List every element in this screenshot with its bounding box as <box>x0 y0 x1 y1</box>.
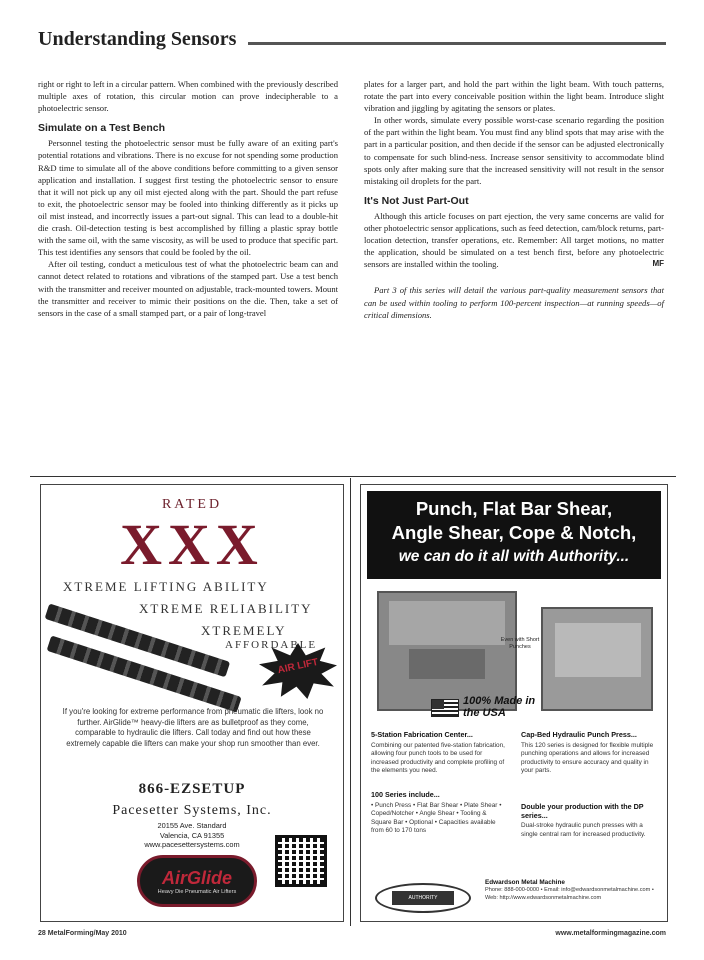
burst-label: AIR LIFT <box>276 656 320 677</box>
header-rule <box>248 42 666 45</box>
ad-divider-vertical <box>350 478 351 926</box>
contact-block[interactable] <box>485 879 661 902</box>
banner-line: we can do it all with Authority... <box>398 548 630 565</box>
feature-block <box>371 791 507 836</box>
logo-name: AirGlide <box>161 867 232 888</box>
punch-machine-image <box>377 591 517 711</box>
feature-title: 5-Station Fabrication Center... <box>371 730 473 739</box>
subhead-not-just-part-out: It's Not Just Part-Out <box>364 194 469 207</box>
authority-logo <box>375 883 471 913</box>
press-machine-image <box>541 607 653 711</box>
subhead-simulate: Simulate on a Test Bench <box>38 122 165 135</box>
qr-code-icon[interactable] <box>275 835 327 887</box>
feature-block <box>521 803 661 839</box>
us-flag-icon <box>431 699 459 717</box>
machine-part <box>409 649 485 679</box>
feature-body: Dual-stroke hydraulic punch presses with a single central ram for increased productivity. <box>521 822 646 838</box>
made-in-usa: 100% Made in the USA <box>463 695 536 719</box>
machine-note: Even with Short Punches <box>500 637 540 650</box>
contact-body: Phone: 888-000-0000 • Email: info@edwardsonmetalmachine.com • Web: http://www.edwardsonmetalmachine.com <box>485 887 654 901</box>
logo-sub: Heavy Die Pneumatic Air Lifters <box>157 888 237 895</box>
ad-divider-horizontal <box>30 476 676 477</box>
machine-part <box>555 623 641 677</box>
paragraph: In other words, simulate every possible worst-case scenario regarding the position of the part within the light beam. You must find any blind spots that may arise with the part in a particular position, and then decide if the sensor can be adjusted electronically to compensate for such blind-ness. Increase sensor sensitivity to accommodate blind spots only after making sure that the increased sensitivity will not result in the sensor mistaking oil droplets for the part. <box>364 115 664 186</box>
paragraph: Personnel testing the photoelectric sensor must be fully aware of an exiting part's potential rotations and vibrations. There is no excuse for not spending some production R&D time to simulate all of the above conditions before committing to a given sensor application and installation. I suggest first testing the photoelectric sensor to ensure that it will not pick up any oil mist ejected along with the part. Should the part refuse to exit, the photoelectric sensor may be fooled into thinking differently as it picks up oil mist instead, and incorrectly issues a part-out signal. This can lead to a double-hit die crash. Oil-detection testing is best accomplished by filling a plastic spray bottle with the same oil, with the same viscosity, as will be used to produce that specific part. This test identifies any sensors that could be fooled by the oil. <box>38 138 338 258</box>
ad-rated: RATED <box>161 497 223 512</box>
folio-right[interactable]: www.metalformingmagazine.com <box>555 930 666 937</box>
feature-title: Double your production with the DP series... <box>521 802 644 820</box>
feature-body: Combining our patented five-station fabrication, allowing four punch tools to be used for increased productivity and complete profiling of the elements you need. <box>371 741 505 775</box>
ad-phone[interactable]: 866-EZSETUP <box>138 781 246 797</box>
paragraph-text: Although this article focuses on part ejection, the very same concerns are valid for other photoelectric sensor applications, such as feed detection, cam/block returns, part-location detection, transfer operations, etc. Remember: All target motions, no matter the application, should be simulated on a test bench first, before any photoelectric sensors are installed within the tooling. <box>364 210 664 270</box>
feature-block <box>371 731 507 776</box>
feature-block <box>521 731 661 776</box>
feature-title: Cap-Bed Hydraulic Punch Press... <box>521 730 637 739</box>
series-caption: Part 3 of this series will detail the various part-quality measurement sensors that can be used within tooling to perform 100-percent inspection—at running speeds—of critical dimensions. <box>364 285 664 320</box>
paragraph: After oil testing, conduct a meticulous test of what the photoelectric beam can and cannot detect related to rotations and vibrations of the stamped part. Use a test bench with the transmitter and receiver mounted on adjustable, track-mounted towers. Mount the transmitter and receiver to mimic their positions on the die. Then, take a set of sensors in the case of a small stamped part, or a pair of long-travel <box>38 259 338 318</box>
feature-title: 100 Series include... <box>371 790 440 799</box>
ad-banner <box>367 491 661 579</box>
ad-body-text: If you're looking for extreme performance from pneumatic die lifters, look no further. AirGlide™ heavy-die lifters are as bulletproof as they come, comparable to hydraulic die lifters. Call today and find out how these extremely capable die lifters can make your shop run smoother than ever. <box>62 707 324 748</box>
ad-website-link[interactable]: www.pacesettersystems.com <box>144 840 240 849</box>
article-column-right <box>364 78 664 321</box>
end-mark: MF <box>652 259 664 269</box>
ad-tagline: XTREMELY <box>201 623 287 638</box>
feature-body: This 120 series is designed for flexible multiple punching operations and allows for increased productivity to ensure accuracy and quality in your parts. <box>521 741 654 775</box>
machine-part <box>389 601 505 645</box>
address-line: 20155 Ave. Standard <box>157 821 227 830</box>
ad-company: Pacesetter Systems, Inc. <box>112 803 272 818</box>
folio-left: 28 MetalForming/May 2010 <box>38 930 127 937</box>
address-line: Valencia, CA 91355 <box>159 830 225 840</box>
section-title: Understanding Sensors <box>38 28 237 50</box>
banner-line: Punch, Flat Bar Shear, <box>415 498 613 519</box>
paragraph <box>364 210 664 270</box>
article-column-left <box>38 78 338 319</box>
ad-tagline: XTREME LIFTING ABILITY <box>63 579 269 594</box>
ad-tagline: XTREME RELIABILITY <box>139 601 313 616</box>
airglide-logo <box>137 855 257 907</box>
ad-tagline: AFFORDABLE <box>225 639 318 651</box>
page-header <box>38 28 666 50</box>
pacesetter-ad[interactable] <box>40 484 344 922</box>
feature-body: • Punch Press • Flat Bar Shear • Plate Shear • Coped/Notcher • Angle Shear • Tooling & Square Bar • Optional • Capacities available from 60 to 170 tons <box>371 801 502 835</box>
contact-title: Edwardson Metal Machine <box>485 879 565 886</box>
ad-xxx: XXX <box>120 512 264 577</box>
authority-ad[interactable] <box>360 484 668 922</box>
banner-line: Angle Shear, Cope & Notch, <box>391 522 637 543</box>
logo-text: AUTHORITY <box>392 891 454 905</box>
paragraph: right or right to left in a circular pattern. When combined with the previously described multiple axes of rotation, this circular motion can prove indecipherable to a photoelectric sensor. <box>38 79 338 114</box>
paragraph: plates for a larger part, and hold the part within the light beam. With touch patterns, rotate the part into every conceivable position within the light beam. Introduce slight vibration and jiggling by agitating the sensors or plates. <box>364 79 664 114</box>
